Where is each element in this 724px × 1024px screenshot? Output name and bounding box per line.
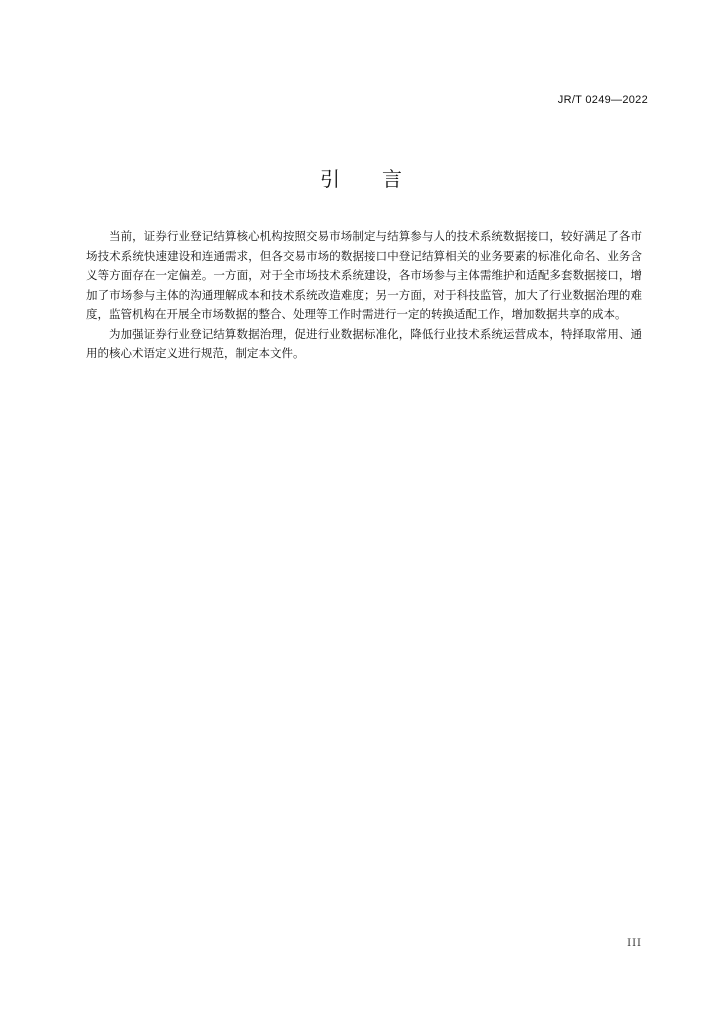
section-title-char-1: 引	[320, 167, 342, 191]
paragraph: 当前，证券行业登记结算核心机构按照交易市场制定与结算参与人的技术系统数据接口，较好满足了各市场技术系统快速建设和连通需求，但各交易市场的数据接口中登记结算相关的业务要素的标准化命名、业务含义等方面存在一定偏差。一方面，对于全市场技术系统建设，各市场参与主体需维护和适配多套数据接口，增加了市场参与主体的沟通理解成本和技术系统改造难度；另一方面，对于科技监管，加大了行业数据治理的难度，监管机构在开展全市场数据的整合、处理等工作时需进行一定的转换适配工作，增加数据共享的成本。	[86, 229, 642, 321]
section-title-char-2: 言	[382, 167, 404, 191]
introduction-body	[86, 227, 642, 364]
page-number: III	[627, 938, 642, 949]
standard-code-header: JR/T 0249—2022	[557, 94, 648, 106]
section-title	[0, 163, 724, 192]
paragraph: 为加强证券行业登记结算数据治理，促进行业数据标准化，降低行业技术系统运营成本，特择取常用、通用的核心术语定义进行规范，制定本文件。	[86, 326, 642, 360]
